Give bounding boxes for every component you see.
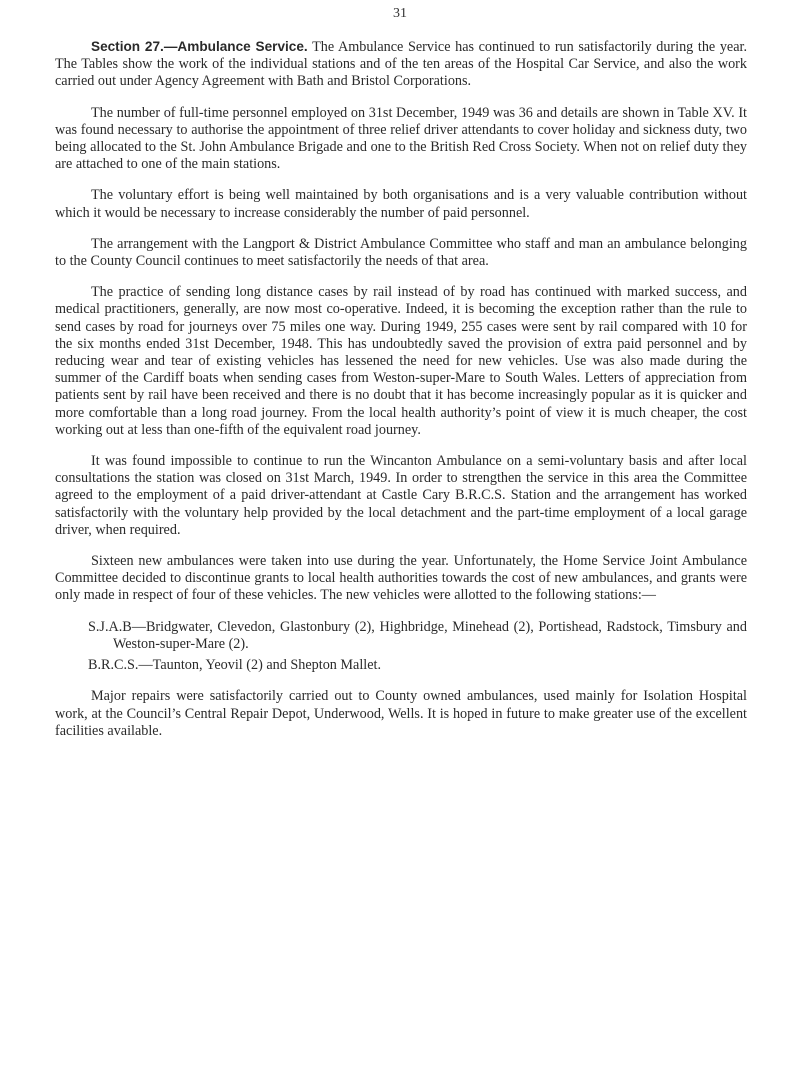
section-heading: Section 27.—Ambulance Service. <box>91 39 308 54</box>
station-list-item <box>55 657 747 674</box>
paragraph-wincanton: It was found impossible to continue to run the Wincanton Ambulance on a semi-voluntary basis and after local consultations the station was closed on 31st March, 1949. In order to strengthen the service in this area the Committee agreed to the employment of a paid driver-attendant at Castle Cary B.R.C.S. Station and the arrangement has worked satisfactorily with the voluntary help provided by the local detachment and the part-time employment of a local garage driver, when required. <box>55 453 747 538</box>
paragraph-langport: The arrangement with the Langport & District Ambulance Committee who staff and man an ambulance belonging to the County Council continues to meet satisfactorily the needs of that area. <box>55 235 747 270</box>
station-names: —Bridgwater, Clevedon, Glastonbury (2), Highbridge, Minehead (2), Portishead, Radstock, Timsbury and Weston-super-Mare (2). <box>113 618 747 652</box>
station-org: S.J.A.B <box>88 618 132 635</box>
section-intro-text: The Ambulance Service has continued to run satisfactorily during the year. The Tables show the work of the individual stations and of the ten areas of the Hospital Car Service, and also the work carried out under Agency Agreement with Bath and Bristol Corporations. <box>55 39 747 90</box>
station-org: B.R.C.S. <box>88 657 139 674</box>
station-list-item <box>55 619 747 653</box>
paragraph-personnel: The number of full-time personnel employed on 31st December, 1949 was 36 and details are shown in Table XV. It was found necessary to authorise the appointment of three relief driver attendants to cover holiday and sickness duty, two being allocated to the St. John Ambulance Brigade and one to the British Red Cross Society. When not on relief duty they are attached to one of the main stations. <box>55 104 747 173</box>
paragraph-rail-cases: The practice of sending long distance cases by rail instead of by road has continued with marked success, and medical practitioners, generally, are now most co-operative. Indeed, it is becoming the exception rather than the rule to send cases by road for journeys over 75 miles one way. During 1949, 255 cases were sent by rail compared with 10 for the six months ended 31st December, 1948. This has undoubtedly saved the provision of extra paid personnel and by reducing wear and tear of existing vehicles has lessened the need for new vehicles. Use was also made during the summer of the Cardiff boats when sending cases from Weston-super-Mare to South Wales. Letters of appreciation from patients sent by rail have been received and there is no doubt that it has become increasingly popular as it is quicker and more comfortable than a long road journey. From the local health authority’s point of view it is much cheaper, the cost working out at less than one-fifth of the equivalent road journey. <box>55 284 747 438</box>
page-number: 31 <box>393 6 407 21</box>
section-body <box>55 38 747 754</box>
paragraph-repairs: Major repairs were satisfactorily carried out to County owned ambulances, used mainly for Isolation Hospital work, at the Council’s Central Repair Depot, Underwood, Wells. It is hoped in future to make greater use of the excellent facilities available. <box>55 688 747 739</box>
station-names: —Taunton, Yeovil (2) and Shepton Mallet. <box>138 657 382 674</box>
paragraph-voluntary-effort: The voluntary effort is being well maintained by both organisations and is a very valuable contribution without which it would be necessary to increase considerably the number of paid personnel. <box>55 187 747 221</box>
section-intro-paragraph <box>55 38 747 91</box>
paragraph-new-ambulances: Sixteen new ambulances were taken into use during the year. Unfortunately, the Home Service Joint Ambulance Committee decided to discontinue grants to local health authorities towards the cost of new ambulances, and grants were only made in respect of four of these vehicles. The new vehicles were allotted to the following stations:— <box>55 553 747 604</box>
